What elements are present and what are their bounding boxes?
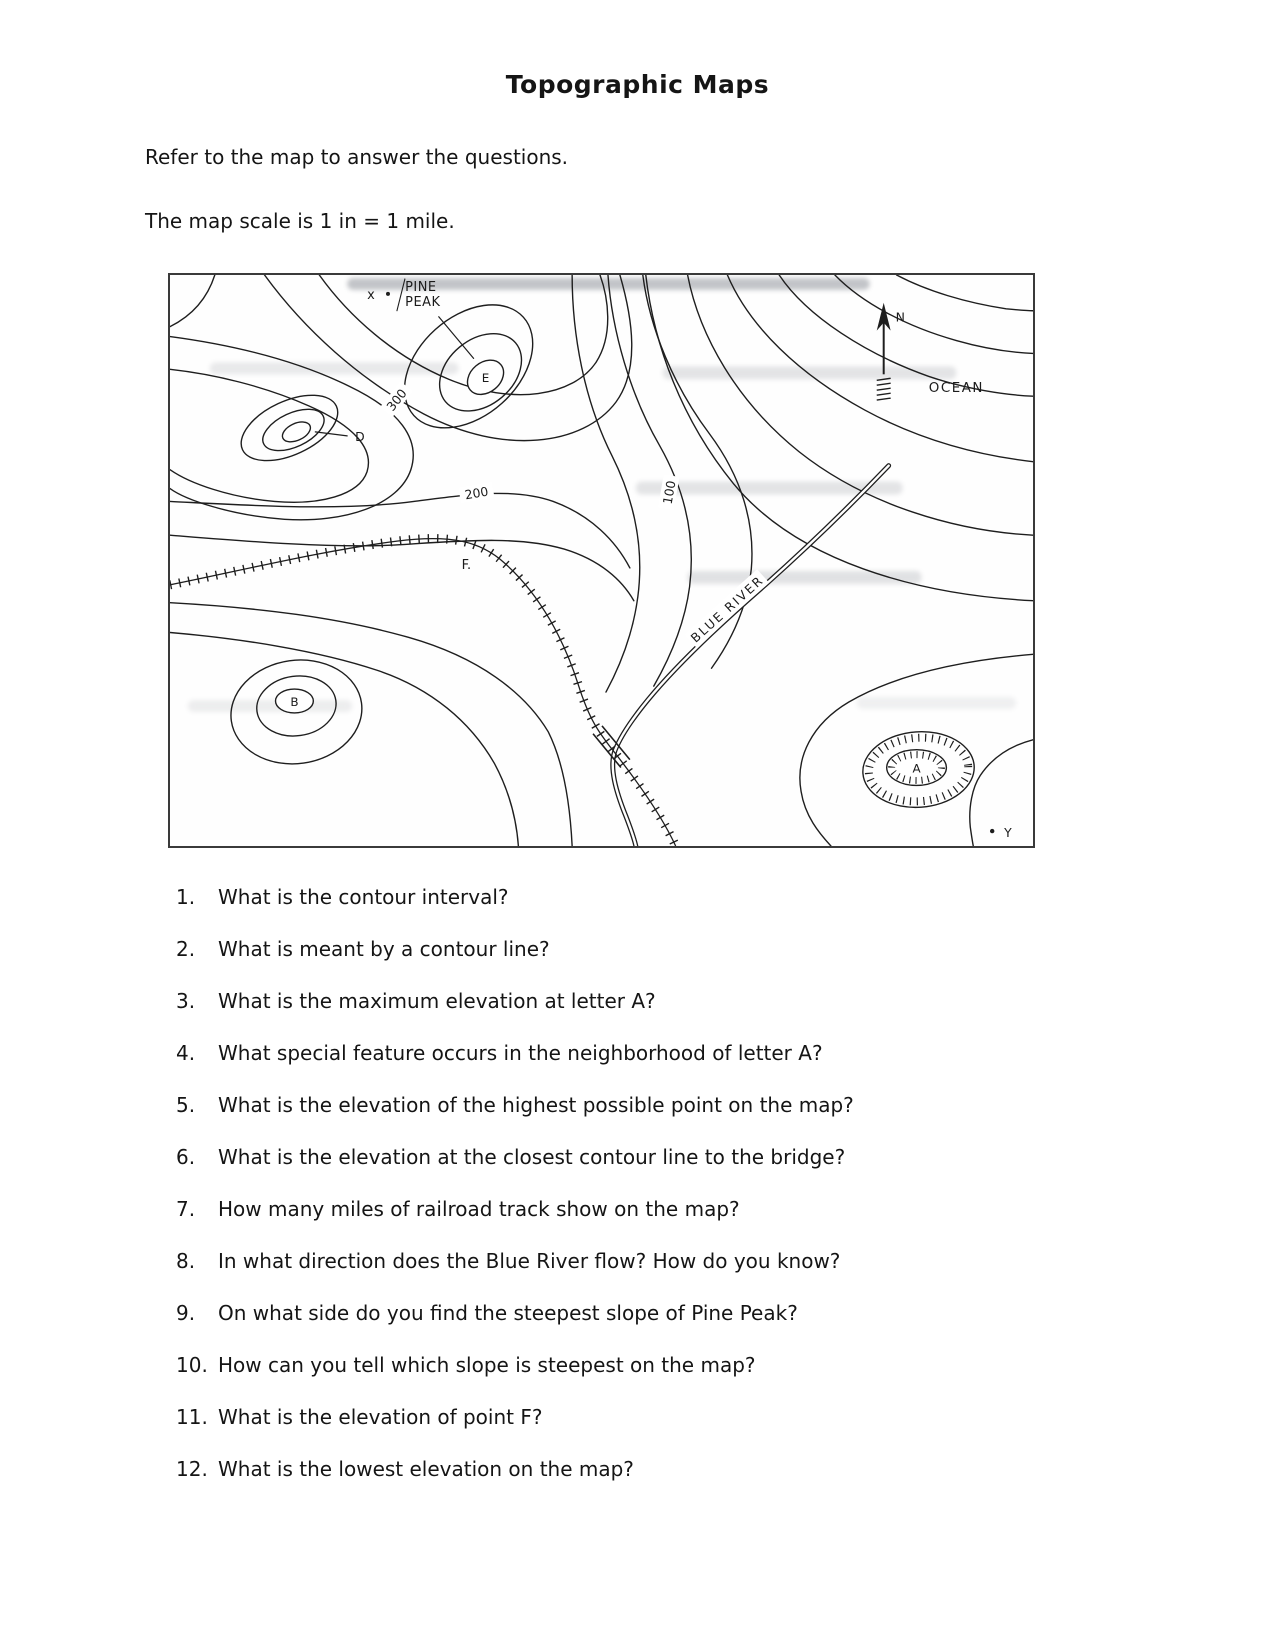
question-text: How can you tell which slope is steepest on the map?	[218, 1353, 756, 1377]
question-item	[176, 1352, 1275, 1378]
question-number: 4.	[176, 1041, 196, 1065]
point-f-label: F.	[461, 557, 472, 573]
question-item	[176, 1456, 1275, 1482]
question-text: What is the elevation at the closest contour line to the bridge?	[218, 1145, 846, 1169]
point-e-label: E	[481, 371, 490, 386]
question-number: 6.	[176, 1145, 196, 1169]
svg-text:300: 300	[383, 385, 410, 414]
question-number: 8.	[176, 1249, 196, 1273]
railroad-line	[170, 539, 676, 846]
question-text: What is the lowest elevation on the map?	[218, 1457, 634, 1481]
question-text: What is the contour interval?	[218, 885, 509, 909]
question-list	[176, 884, 1275, 1482]
point-b-label: B	[290, 694, 299, 709]
question-text: In what direction does the Blue River flow? How do you know?	[218, 1249, 841, 1273]
question-item	[176, 1300, 1275, 1326]
point-a-label-group	[908, 761, 926, 776]
x-marker-label: x	[367, 287, 375, 303]
question-item	[176, 1092, 1275, 1118]
pine-peak-label-line2: PEAK	[405, 294, 441, 310]
north-label: N	[895, 309, 905, 325]
svg-text:BLUE RIVER: BLUE RIVER	[687, 572, 767, 646]
question-number: 7.	[176, 1197, 196, 1221]
page-title: Topographic Maps	[505, 70, 770, 99]
question-number: 10.	[176, 1353, 208, 1377]
question-text: What is meant by a contour line?	[218, 937, 550, 961]
question-item	[176, 936, 1275, 962]
question-text: On what side do you find the steepest slope of Pine Peak?	[218, 1301, 798, 1325]
railroad-ticks	[170, 539, 676, 846]
question-text: What is the elevation of point F?	[218, 1405, 543, 1429]
svg-text:100: 100	[659, 479, 679, 506]
x-marker-dot	[386, 292, 390, 296]
question-number: 1.	[176, 885, 196, 909]
point-d-label: D	[355, 428, 365, 444]
topographic-map	[170, 275, 1033, 846]
question-item	[176, 1196, 1275, 1222]
question-item	[176, 884, 1275, 910]
question-text: What is the maximum elevation at letter A?	[218, 989, 656, 1013]
question-number: 5.	[176, 1093, 196, 1117]
intro-text: Refer to the map to answer the questions.	[145, 145, 569, 169]
contour-label-300	[380, 381, 413, 417]
point-y-label: Y	[1004, 825, 1012, 841]
contour-label-200	[458, 482, 494, 504]
question-number: 12.	[176, 1457, 208, 1481]
contour-label-100	[658, 474, 680, 510]
railroad	[170, 539, 676, 846]
pine-peak-label-line1: PINE	[405, 279, 437, 295]
ocean-label: OCEAN	[928, 381, 984, 397]
question-text: What is the elevation of the highest possible point on the map?	[218, 1093, 854, 1117]
question-number: 3.	[176, 989, 196, 1013]
question-item	[176, 1404, 1275, 1430]
question-number: 2.	[176, 937, 196, 961]
y-marker-dot	[990, 829, 994, 833]
point-a-label: A	[912, 761, 921, 776]
blue-river	[613, 466, 889, 846]
question-number: 11.	[176, 1405, 208, 1429]
map-figure	[168, 273, 1035, 848]
north-arrow	[877, 303, 891, 400]
question-item	[176, 988, 1275, 1014]
question-item	[176, 1248, 1275, 1274]
svg-text:200: 200	[463, 483, 490, 503]
scale-note: The map scale is 1 in = 1 mile.	[145, 209, 455, 233]
question-number: 9.	[176, 1301, 196, 1325]
scan-artifacts	[188, 278, 1016, 712]
question-item	[176, 1040, 1275, 1066]
question-text: How many miles of railroad track show on the map?	[218, 1197, 740, 1221]
question-text: What special feature occurs in the neighborhood of letter A?	[218, 1041, 823, 1065]
question-item	[176, 1144, 1275, 1170]
